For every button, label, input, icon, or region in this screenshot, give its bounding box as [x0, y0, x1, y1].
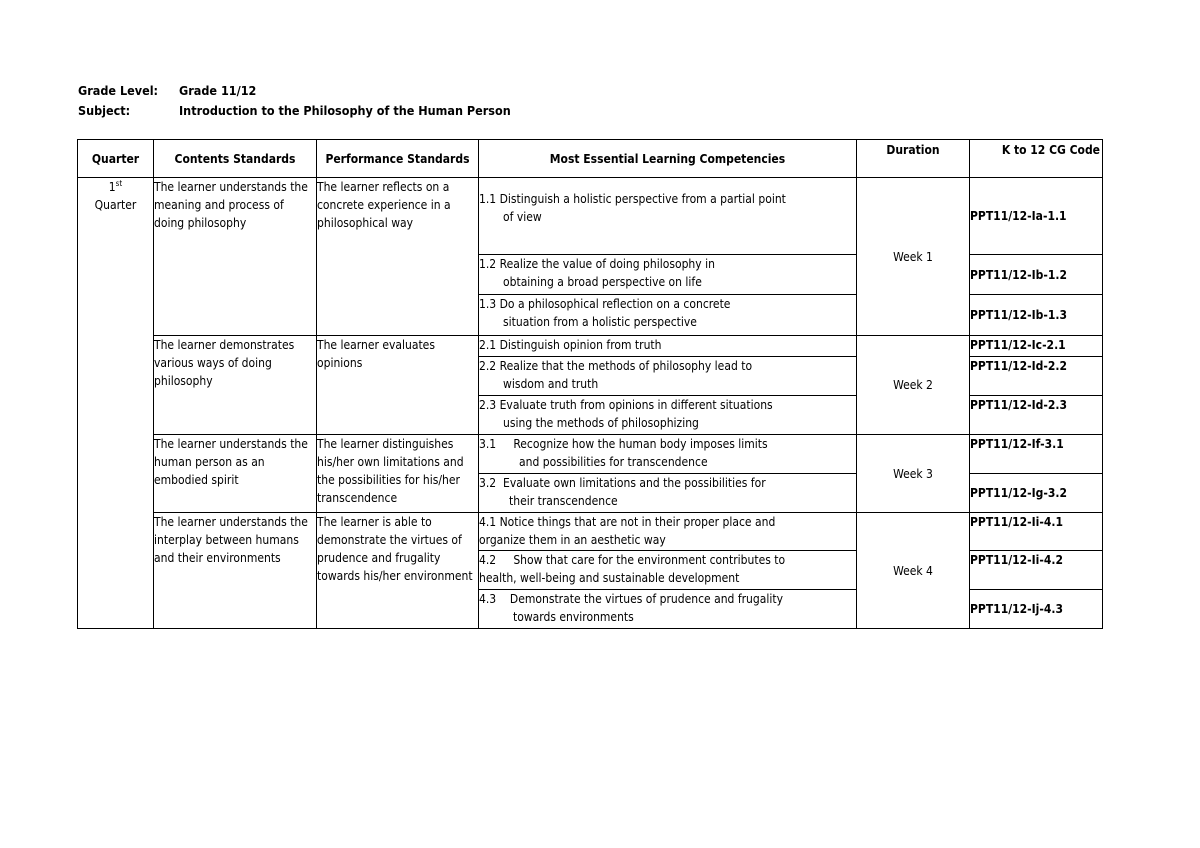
competency-text: Do a philosophical reflection on a concrete	[499, 297, 731, 311]
cg-code: PPT11/12-Id-2.3	[970, 396, 1103, 435]
competency	[479, 435, 857, 474]
competency-text-cont: and possibilities for transcendence	[519, 455, 708, 469]
header-competencies: Most Essential Learning Competencies	[479, 140, 857, 178]
competency-text-cont: situation from a holistic perspective	[503, 315, 697, 329]
header-cg-code: K to 12 CG Code	[970, 140, 1103, 178]
competency-number: 4.2	[479, 553, 497, 567]
competency-number: 2.1	[479, 338, 497, 352]
cg-code: PPT11/12-Id-2.2	[970, 357, 1103, 396]
competency-text-cont: using the methods of philosophizing	[503, 416, 699, 430]
header-duration: Duration	[857, 140, 970, 178]
performance-standard: The learner distinguishes his/her own limitations and the possibilities for his/her transcendence	[317, 435, 479, 513]
competency	[479, 295, 857, 336]
grade-level-label: Grade Level:	[78, 83, 159, 98]
competency-text: Realize the value of doing philosophy in	[499, 257, 715, 271]
competency-text: Recognize how the human body imposes limits	[513, 437, 768, 451]
cg-code: PPT11/12-Ii-4.1	[970, 513, 1103, 551]
content-standard: The learner understands the interplay between humans and their environments	[154, 513, 317, 629]
header-quarter: Quarter	[78, 140, 154, 178]
duration-cell: Week 2	[857, 336, 970, 435]
competency-text-cont: wisdom and truth	[503, 377, 599, 391]
subject-line	[78, 103, 511, 118]
competency	[479, 255, 857, 295]
content-standard: The learner demonstrates various ways of doing philosophy	[154, 336, 317, 435]
competency-text-cont: organize them in an aesthetic way	[479, 533, 666, 547]
grade-level-value: Grade 11/12	[179, 83, 257, 98]
duration-cell: Week 4	[857, 513, 970, 629]
duration-cell: Week 3	[857, 435, 970, 513]
competency-text: Demonstrate the virtues of prudence and frugality	[509, 592, 783, 606]
cg-code: PPT11/12-Ia-1.1	[970, 178, 1103, 255]
table-row	[78, 336, 1103, 357]
cg-code: PPT11/12-Ij-4.3	[970, 590, 1103, 629]
competency	[479, 513, 857, 551]
competency	[479, 357, 857, 396]
competency-text-cont: obtaining a broad perspective on life	[503, 275, 702, 289]
quarter-word: Quarter	[94, 198, 137, 212]
competency-text: Evaluate own limitations and the possibilities for	[503, 476, 766, 490]
table-row	[78, 178, 1103, 255]
grade-level-line	[78, 83, 256, 98]
competency-number: 4.1	[479, 515, 497, 529]
competency-text: Distinguish a holistic perspective from a partial point	[499, 192, 786, 206]
content-standard: The learner understands the human person as an embodied spirit	[154, 435, 317, 513]
cg-code: PPT11/12-Ic-2.1	[970, 336, 1103, 357]
competency	[479, 178, 857, 255]
competency	[479, 551, 857, 590]
competency-number: 1.1	[479, 192, 497, 206]
subject-label: Subject:	[78, 103, 131, 118]
subject-value: Introduction to the Philosophy of the Human Person	[179, 103, 511, 118]
competency-text-cont: health, well-being and sustainable development	[479, 571, 740, 585]
performance-standard: The learner is able to demonstrate the virtues of prudence and frugality towards his/her environment	[317, 513, 479, 629]
competency-text: Evaluate truth from opinions in different situations	[499, 398, 773, 412]
competency	[479, 474, 857, 513]
competency-text: Distinguish opinion from truth	[499, 338, 662, 352]
competency-text-cont: towards environments	[513, 610, 634, 624]
competency-number: 1.3	[479, 297, 497, 311]
quarter-ordinal: st	[115, 179, 123, 188]
competency-number: 4.3	[479, 592, 497, 606]
competency-number: 2.3	[479, 398, 497, 412]
quarter-cell	[78, 178, 154, 629]
performance-standard: The learner evaluates opinions	[317, 336, 479, 435]
competency-text-cont: their transcendence	[509, 494, 618, 508]
cg-code: PPT11/12-Ig-3.2	[970, 474, 1103, 513]
quarter-number: 1	[108, 180, 116, 194]
competency-text: Realize that the methods of philosophy lead to	[499, 359, 753, 373]
competency	[479, 336, 857, 357]
competency-text-cont: of view	[503, 210, 542, 224]
competency	[479, 590, 857, 629]
table-row	[78, 435, 1103, 474]
competency-number: 2.2	[479, 359, 497, 373]
competency-text: Notice things that are not in their proper place and	[499, 515, 776, 529]
table-row	[78, 513, 1103, 551]
duration-cell: Week 1	[857, 178, 970, 336]
competency-number: 1.2	[479, 257, 497, 271]
cg-code: PPT11/12-Ii-4.2	[970, 551, 1103, 590]
competency-text: Show that care for the environment contributes to	[513, 553, 786, 567]
header-performance-standards: Performance Standards	[317, 140, 479, 178]
competency	[479, 396, 857, 435]
header-content-standards: Contents Standards	[154, 140, 317, 178]
competency-number: 3.2	[479, 476, 497, 490]
performance-standard: The learner reflects on a concrete experience in a philosophical way	[317, 178, 479, 336]
content-standard: The learner understands the meaning and process of doing philosophy	[154, 178, 317, 336]
cg-code: PPT11/12-If-3.1	[970, 435, 1103, 474]
competencies-table	[77, 139, 1103, 629]
table-header-row	[78, 140, 1103, 178]
cg-code: PPT11/12-Ib-1.3	[970, 295, 1103, 336]
competency-number: 3.1	[479, 437, 497, 451]
cg-code: PPT11/12-Ib-1.2	[970, 255, 1103, 295]
